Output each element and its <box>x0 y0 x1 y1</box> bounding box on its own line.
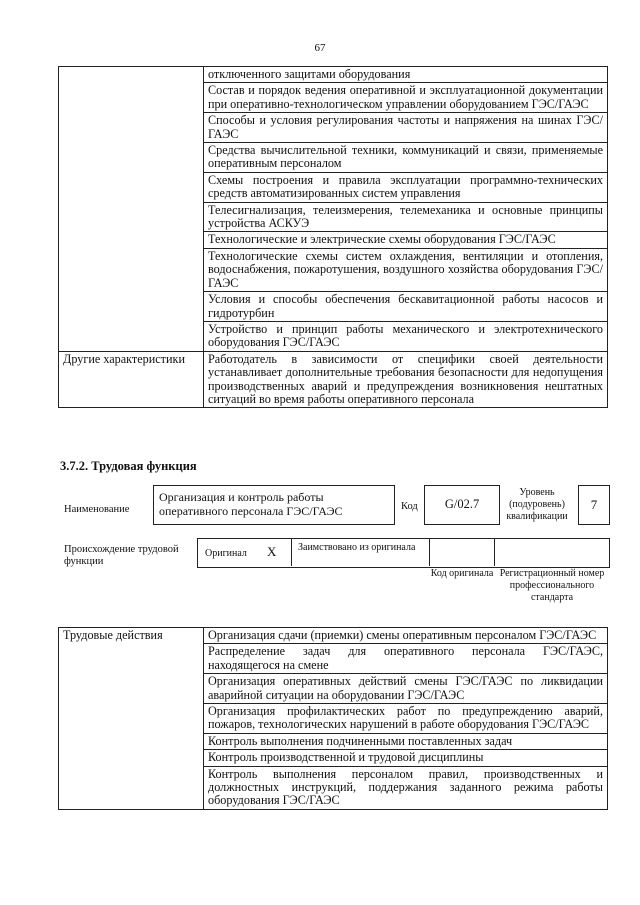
action-item: Контроль производственной и трудовой дисциплины <box>204 750 608 766</box>
other-characteristics-label: Другие характеристики <box>59 351 204 408</box>
knowledge-item: отключенного защитами оборудования <box>204 67 608 83</box>
knowledge-item: Способы и условия регулирования частоты и напряжения на шинах ГЭС/ГАЭС <box>204 113 608 143</box>
action-item: Организация оперативных действий смены ГЭС/ГАЭС по ликвидации аварийной ситуации на оборудовании ГЭС/ГАЭС <box>204 674 608 704</box>
actions-table <box>58 627 608 810</box>
knowledge-item: Телесигнализация, телеизмерения, телемеханика и основные принципы устройства АСКУЭ <box>204 202 608 232</box>
reg-number-caption: Регистрационный номер профессионального стандарта <box>499 568 605 603</box>
knowledge-item: Устройство и принцип работы механического и электротехнического оборудования ГЭС/ГАЭС <box>204 321 608 351</box>
knowledge-item: Схемы построения и правила эксплуатации программно-технических средств автоматизированных систем управления <box>204 172 608 202</box>
action-item: Организация профилактических работ по предупреждению аварий, пожаров, технологических нарушений в работе оборудования ГЭС/ГАЭС <box>204 704 608 734</box>
borrowed-label: Заимствовано из оригинала <box>298 542 416 553</box>
original-label: Оригинал <box>205 548 247 559</box>
code-value-box <box>424 485 500 525</box>
knowledge-label-cell <box>59 67 204 352</box>
other-characteristics-text: Работодатель в зависимости от специфики своей деятельности устанавливает дополнительные требования безопасности для недопущения производственных аварий и предупреждения возникновения нештатных ситуаций во время работы оперативного персонала <box>204 351 608 408</box>
code-original-caption: Код оригинала <box>430 568 494 579</box>
knowledge-item: Условия и способы обеспечения бескавитационной работы насосов и гидротурбин <box>204 292 608 322</box>
name-value: Организация и контроль работы оперативного персонала ГЭС/ГАЭС <box>159 490 343 518</box>
knowledge-table <box>58 66 608 408</box>
origin-divider <box>429 538 431 566</box>
knowledge-item: Технологические схемы систем охлаждения, вентиляции и отопления, водоснабжения, пожаротушения, воздушного хозяйства оборудования ГЭС/ГАЭС <box>204 248 608 291</box>
page-number: 67 <box>314 42 326 54</box>
section-title: 3.7.2. Трудовая функция <box>60 459 197 473</box>
original-mark: X <box>267 544 277 559</box>
knowledge-item: Средства вычислительной техники, коммуникаций и связи, применяемые оперативным персоналом <box>204 143 608 173</box>
name-value-box <box>153 485 395 525</box>
table-row <box>59 67 608 83</box>
level-value-box <box>578 485 610 525</box>
origin-divider <box>494 538 496 566</box>
knowledge-item: Технологические и электрические схемы оборудования ГЭС/ГАЭС <box>204 232 608 248</box>
origin-label: Происхождение трудовой функции <box>64 544 179 567</box>
knowledge-item: Состав и порядок ведения оперативной и эксплуатационной документации при оперативно-технологическом управлении оборудованием ГЭС/ГАЭС <box>204 83 608 113</box>
level-value: 7 <box>590 497 598 512</box>
name-label: Наименование <box>64 504 130 515</box>
code-value: G/02.7 <box>444 497 480 511</box>
table-row <box>59 351 608 408</box>
actions-label: Трудовые действия <box>59 628 204 810</box>
table-row <box>59 628 608 644</box>
action-item: Контроль выполнения подчиненными поставленных задач <box>204 733 608 749</box>
origin-divider <box>291 538 293 566</box>
action-item: Распределение задач для оперативного персонала ГЭС/ГАЭС, находящегося на смене <box>204 644 608 674</box>
level-label: Уровень (подуровень) квалификации <box>506 487 568 522</box>
action-item: Контроль выполнения персоналом правил, производственных и должностных инструкций, поддержания заданного режима работы оборудования ГЭС/ГАЭС <box>204 766 608 809</box>
action-item: Организация сдачи (приемки) смены оперативным персоналом ГЭС/ГАЭС <box>204 628 608 644</box>
code-label: Код <box>401 501 418 512</box>
